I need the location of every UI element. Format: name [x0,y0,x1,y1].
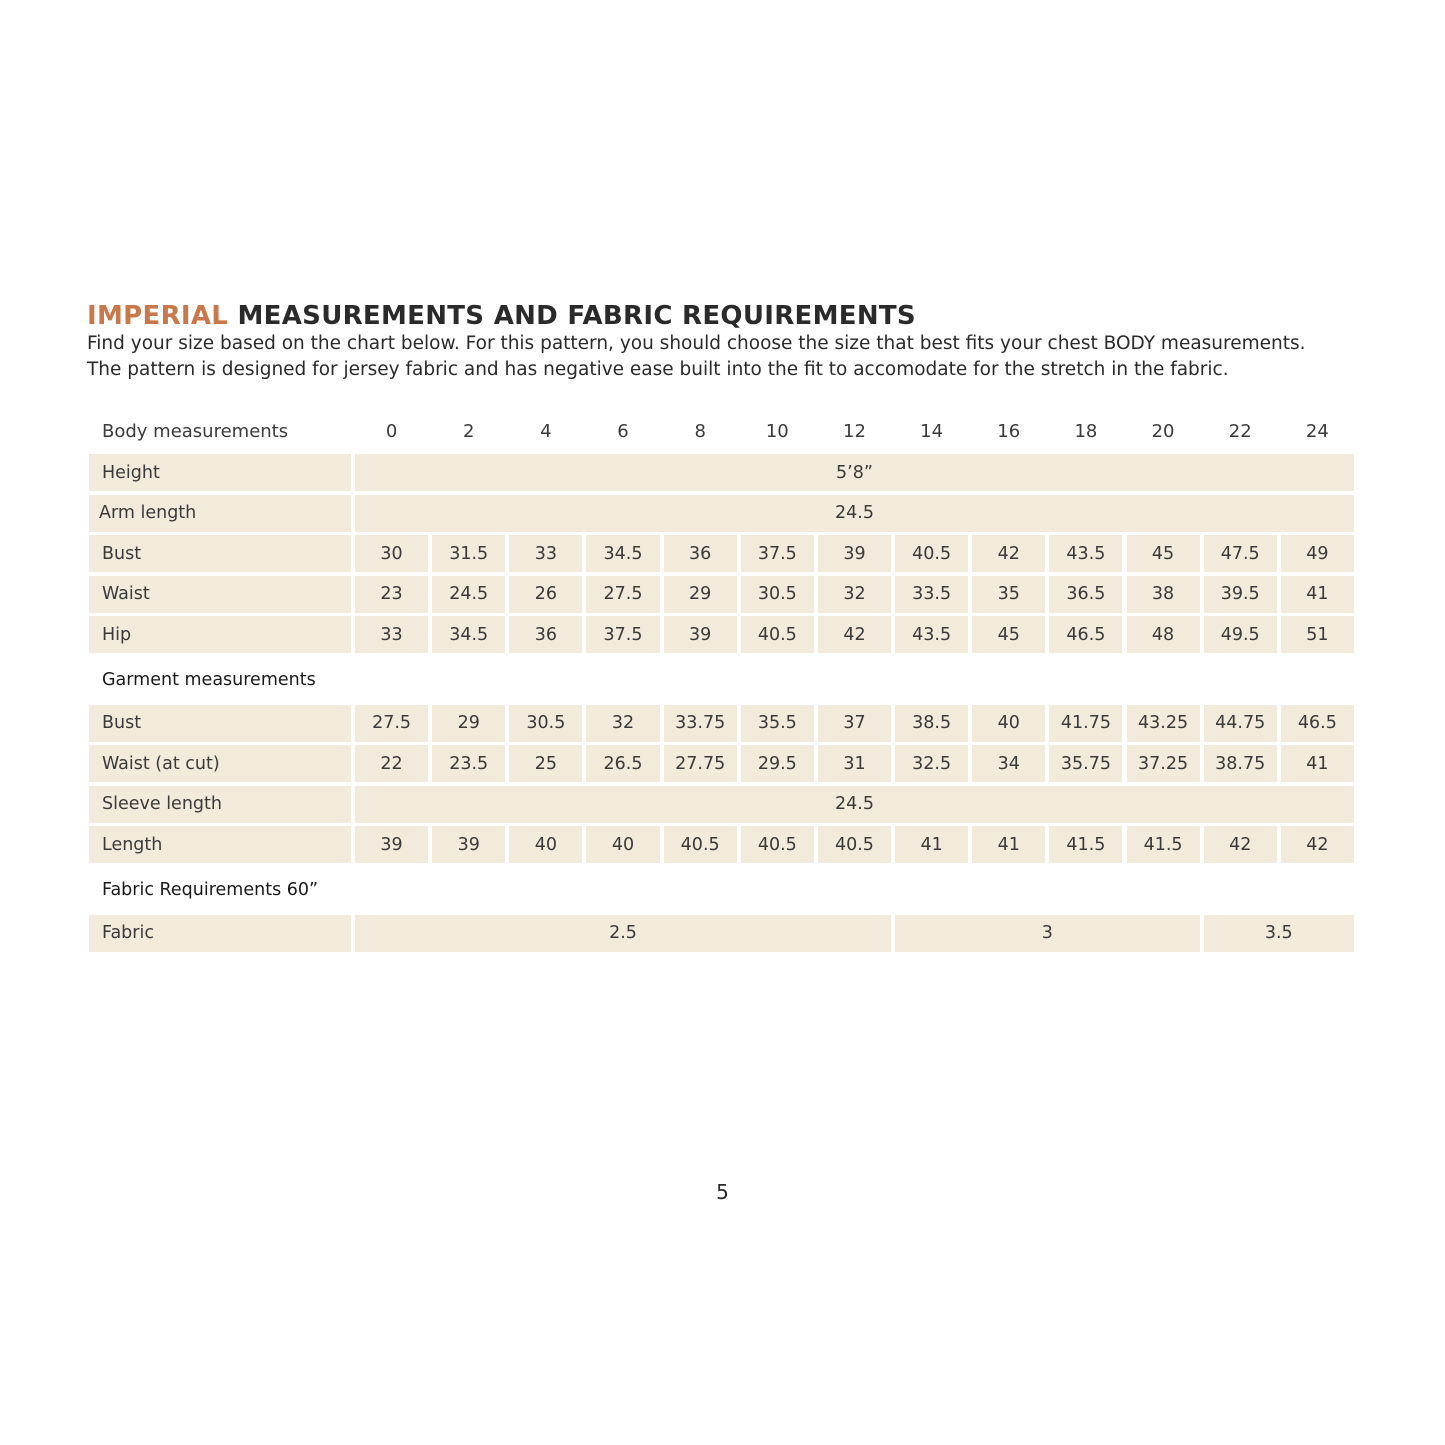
size-header: 14 [920,420,944,442]
table-cell: 38 [1127,576,1200,613]
table-cell: 37.25 [1127,745,1200,782]
table-cell: 30.5 [741,576,814,613]
size-header: 12 [843,420,866,442]
table-cell: 33.5 [895,576,968,613]
table-cell: 40 [586,826,659,863]
table-cell: 35.75 [1049,745,1122,782]
table-cell: 37 [818,705,891,742]
table-cell: 42 [1281,826,1354,863]
table-cell: 42 [972,535,1045,572]
table-cell: 33 [509,535,582,572]
row-label: Length [89,826,351,863]
table-cell: 32.5 [895,745,968,782]
table-cell: 40.5 [741,616,814,653]
table-cell: 49 [1281,535,1354,572]
table-cell: 35 [972,576,1045,613]
table-cell: 46.5 [1281,705,1354,742]
table-cell: 40.5 [741,826,814,863]
size-header: 8 [694,420,706,442]
table-cell: 41 [1281,576,1354,613]
size-header: 16 [997,420,1021,442]
table-cell: 48 [1127,616,1200,653]
table-cell: 41.75 [1049,705,1122,742]
table-cell: 23.5 [432,745,505,782]
table-span-cell: 24.5 [355,495,1354,532]
table-cell: 43.25 [1127,705,1200,742]
table-cell: 40.5 [895,535,968,572]
table-cell: 34 [972,745,1045,782]
table-cell: 34.5 [432,616,505,653]
table-cell: 40 [509,826,582,863]
size-header: 4 [540,420,552,442]
table-cell: 42 [818,616,891,653]
table-cell: 34.5 [586,535,659,572]
size-header: 18 [1074,420,1098,442]
table-cell: 26 [509,576,582,613]
intro-line-1: Find your size based on the chart below. For this pattern, you should choose the size that best fits your chest BODY measurements. [87,333,1306,354]
size-header: 20 [1151,420,1175,442]
row-label: Waist (at cut) [89,745,351,782]
table-cell: 36 [664,535,737,572]
table-cell: 49.5 [1204,616,1277,653]
intro-line-2: The pattern is designed for jersey fabric and has negative ease built into the fit to accomodate for the stretch in the fabric. [87,359,1229,380]
row-label: Hip [89,616,351,653]
table-span-cell: 2.5 [355,915,891,952]
table-cell: 40 [972,705,1045,742]
size-chart-table [89,413,1355,948]
table-header-label: Body measurements [102,420,289,442]
table-cell: 41.5 [1127,826,1200,863]
row-label: Fabric [89,915,351,952]
table-cell: 46.5 [1049,616,1122,653]
row-label: Arm length [89,495,351,532]
table-cell: 45 [972,616,1045,653]
table-cell: 42 [1204,826,1277,863]
table-cell: 24.5 [432,576,505,613]
table-span-cell: 3 [895,915,1200,952]
table-cell: 31 [818,745,891,782]
row-label: Bust [89,705,351,742]
table-cell: 32 [818,576,891,613]
table-cell: 43.5 [895,616,968,653]
table-cell: 31.5 [432,535,505,572]
table-span-cell: 5’8” [355,454,1354,491]
table-span-cell: 3.5 [1204,915,1354,952]
table-cell: 39 [818,535,891,572]
page-number: 5 [716,1180,729,1204]
table-cell: 40.5 [664,826,737,863]
row-label: Height [89,454,351,491]
table-cell: 27.75 [664,745,737,782]
row-label: Bust [89,535,351,572]
table-cell: 37.5 [586,616,659,653]
table-cell: 47.5 [1204,535,1277,572]
row-label: Sleeve length [89,786,351,823]
table-cell: 29 [664,576,737,613]
table-cell: 41 [1281,745,1354,782]
section-title: Garment measurements [102,669,316,690]
table-cell: 41.5 [1049,826,1122,863]
table-cell: 37.5 [741,535,814,572]
heading-accent: IMPERIAL [87,301,229,331]
table-cell: 32 [586,705,659,742]
table-cell: 41 [972,826,1045,863]
table-cell: 26.5 [586,745,659,782]
section-title: Fabric Requirements 60” [102,879,319,900]
size-header: 22 [1228,420,1252,442]
table-cell: 29.5 [741,745,814,782]
table-cell: 27.5 [586,576,659,613]
table-cell: 51 [1281,616,1354,653]
table-cell: 22 [355,745,428,782]
size-header: 2 [462,420,475,442]
table-span-cell: 24.5 [355,786,1354,823]
table-cell: 44.75 [1204,705,1277,742]
size-header: 0 [385,420,398,442]
table-cell: 39 [432,826,505,863]
table-cell: 43.5 [1049,535,1122,572]
size-header: 10 [765,420,789,442]
table-cell: 35.5 [741,705,814,742]
table-cell: 30 [355,535,428,572]
table-cell: 38.75 [1204,745,1277,782]
table-cell: 45 [1127,535,1200,572]
table-cell: 29 [432,705,505,742]
heading-rest: MEASUREMENTS AND FABRIC REQUIREMENTS [228,301,916,331]
table-cell: 36 [509,616,582,653]
table-cell: 33 [355,616,428,653]
size-header: 24 [1305,420,1329,442]
table-cell: 38.5 [895,705,968,742]
table-cell: 30.5 [509,705,582,742]
table-cell: 27.5 [355,705,428,742]
table-cell: 23 [355,576,428,613]
table-cell: 39 [355,826,428,863]
row-label: Waist [89,576,351,613]
table-cell: 40.5 [818,826,891,863]
page-heading [87,301,916,331]
table-cell: 41 [895,826,968,863]
table-cell: 25 [509,745,582,782]
table-cell: 36.5 [1049,576,1122,613]
size-header: 6 [617,420,629,442]
table-cell: 39.5 [1204,576,1277,613]
table-cell: 39 [664,616,737,653]
table-cell: 33.75 [664,705,737,742]
